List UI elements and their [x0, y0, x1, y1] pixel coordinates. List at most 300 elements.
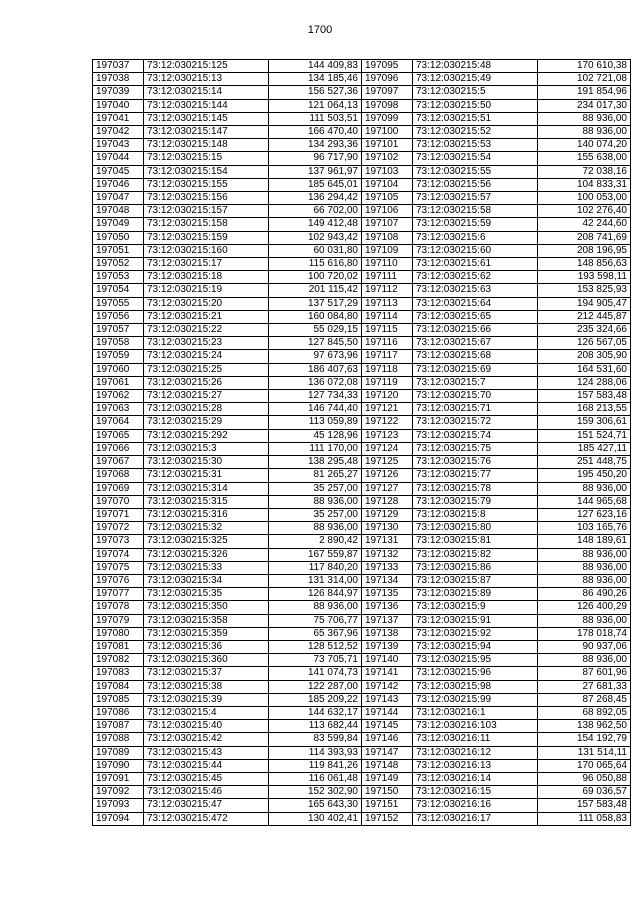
cadastral-number-cell: 73:12:030215:71 [413, 403, 538, 416]
table-row [362, 759, 631, 772]
table-row [362, 416, 631, 429]
cadastral-number-cell: 73:12:030215:154 [144, 165, 269, 178]
amount-cell: 87 601,96 [538, 667, 631, 680]
row-number-cell: 197047 [93, 192, 144, 205]
table-row [362, 733, 631, 746]
row-number-cell: 197129 [362, 508, 413, 521]
row-number-cell: 197052 [93, 258, 144, 271]
cadastral-number-cell: 73:12:030215:145 [144, 112, 269, 125]
table-row [362, 495, 631, 508]
cadastral-number-cell: 73:12:030215:58 [413, 205, 538, 218]
table-row [362, 205, 631, 218]
table-row [93, 654, 362, 667]
cadastral-number-cell: 73:12:030215:66 [413, 324, 538, 337]
amount-cell: 100 053,00 [538, 192, 631, 205]
cadastral-number-cell: 73:12:030215:325 [144, 535, 269, 548]
amount-cell: 186 407,63 [269, 363, 362, 376]
amount-cell: 126 844,97 [269, 588, 362, 601]
row-number-cell: 197088 [93, 733, 144, 746]
table-row [362, 601, 631, 614]
table-row [362, 390, 631, 403]
amount-cell: 75 706,77 [269, 614, 362, 627]
amount-cell: 154 192,79 [538, 733, 631, 746]
row-number-cell: 197049 [93, 218, 144, 231]
row-number-cell: 197121 [362, 403, 413, 416]
table-row [93, 258, 362, 271]
row-number-cell: 197048 [93, 205, 144, 218]
cadastral-number-cell: 73:12:030215:60 [413, 244, 538, 257]
row-number-cell: 197069 [93, 482, 144, 495]
cadastral-number-cell: 73:12:030215:65 [413, 310, 538, 323]
row-number-cell: 197099 [362, 112, 413, 125]
table-row [93, 165, 362, 178]
cadastral-number-cell: 73:12:030215:91 [413, 614, 538, 627]
amount-cell: 96 717,90 [269, 152, 362, 165]
amount-cell: 117 840,20 [269, 561, 362, 574]
table-row [362, 139, 631, 152]
row-number-cell: 197073 [93, 535, 144, 548]
amount-cell: 185 427,11 [538, 442, 631, 455]
cadastral-number-cell: 73:12:030215:80 [413, 522, 538, 535]
table-row [93, 126, 362, 139]
cadastral-number-cell: 73:12:030215:43 [144, 746, 269, 759]
row-number-cell: 197108 [362, 231, 413, 244]
cadastral-number-cell: 73:12:030215:316 [144, 508, 269, 521]
table-row [362, 786, 631, 799]
table-row [93, 746, 362, 759]
row-number-cell: 197110 [362, 258, 413, 271]
amount-cell: 165 643,30 [269, 799, 362, 812]
amount-cell: 111 503,51 [269, 112, 362, 125]
row-number-cell: 197045 [93, 165, 144, 178]
amount-cell: 136 072,08 [269, 376, 362, 389]
amount-cell: 127 623,16 [538, 508, 631, 521]
row-number-cell: 197116 [362, 337, 413, 350]
table-row [93, 522, 362, 535]
cadastral-number-cell: 73:12:030215:37 [144, 667, 269, 680]
table-row [362, 350, 631, 363]
amount-cell: 116 061,48 [269, 772, 362, 785]
amount-cell: 87 268,45 [538, 693, 631, 706]
cadastral-number-cell: 73:12:030215:326 [144, 548, 269, 561]
table-row [362, 86, 631, 99]
cadastral-number-cell: 73:12:030215:92 [413, 627, 538, 640]
row-number-cell: 197064 [93, 416, 144, 429]
table-row [93, 139, 362, 152]
table-row [93, 271, 362, 284]
amount-cell: 88 936,00 [538, 574, 631, 587]
row-number-cell: 197066 [93, 442, 144, 455]
row-number-cell: 197095 [362, 60, 413, 73]
cadastral-number-cell: 73:12:030215:46 [144, 786, 269, 799]
cadastral-number-cell: 73:12:030215:292 [144, 429, 269, 442]
row-number-cell: 197139 [362, 640, 413, 653]
amount-cell: 126 400,29 [538, 601, 631, 614]
row-number-cell: 197097 [362, 86, 413, 99]
table-row [362, 376, 631, 389]
cadastral-number-cell: 73:12:030215:27 [144, 390, 269, 403]
amount-cell: 208 196,95 [538, 244, 631, 257]
row-number-cell: 197125 [362, 456, 413, 469]
amount-cell: 113 059,89 [269, 416, 362, 429]
amount-cell: 86 490,26 [538, 588, 631, 601]
cadastral-number-cell: 73:12:030215:18 [144, 271, 269, 284]
amount-cell: 185 209,22 [269, 693, 362, 706]
amount-cell: 149 412,48 [269, 218, 362, 231]
table-row [362, 561, 631, 574]
row-number-cell: 197043 [93, 139, 144, 152]
table-row [93, 786, 362, 799]
row-number-cell: 197111 [362, 271, 413, 284]
row-number-cell: 197080 [93, 627, 144, 640]
row-number-cell: 197117 [362, 350, 413, 363]
amount-cell: 193 598,11 [538, 271, 631, 284]
amount-cell: 194 905,47 [538, 297, 631, 310]
row-number-cell: 197140 [362, 654, 413, 667]
cadastral-number-cell: 73:12:030215:55 [413, 165, 538, 178]
cadastral-number-cell: 73:12:030215:31 [144, 469, 269, 482]
amount-cell: 66 702,00 [269, 205, 362, 218]
cadastral-number-cell: 73:12:030215:147 [144, 126, 269, 139]
row-number-cell: 197090 [93, 759, 144, 772]
row-number-cell: 197067 [93, 456, 144, 469]
table-row [93, 456, 362, 469]
cadastral-number-cell: 73:12:030215:144 [144, 99, 269, 112]
cadastral-number-cell: 73:12:030215:314 [144, 482, 269, 495]
row-number-cell: 197147 [362, 746, 413, 759]
table-row [362, 192, 631, 205]
amount-cell: 100 720,02 [269, 271, 362, 284]
row-number-cell: 197098 [362, 99, 413, 112]
row-number-cell: 197050 [93, 231, 144, 244]
row-number-cell: 197092 [93, 786, 144, 799]
amount-cell: 65 367,96 [269, 627, 362, 640]
row-number-cell: 197094 [93, 812, 144, 825]
amount-cell: 127 845,50 [269, 337, 362, 350]
row-number-cell: 197138 [362, 627, 413, 640]
cadastral-number-cell: 73:12:030216:1 [413, 706, 538, 719]
cadastral-number-cell: 73:12:030215:21 [144, 310, 269, 323]
amount-cell: 185 645,01 [269, 178, 362, 191]
cadastral-number-cell: 73:12:030215:125 [144, 60, 269, 73]
row-number-cell: 197102 [362, 152, 413, 165]
cadastral-number-cell: 73:12:030215:13 [144, 73, 269, 86]
amount-cell: 55 029,15 [269, 324, 362, 337]
cadastral-number-cell: 73:12:030215:40 [144, 720, 269, 733]
amount-cell: 96 050,88 [538, 772, 631, 785]
amount-cell: 234 017,30 [538, 99, 631, 112]
amount-cell: 155 638,00 [538, 152, 631, 165]
table-row [362, 218, 631, 231]
table-row [93, 73, 362, 86]
amount-cell: 178 018,74 [538, 627, 631, 640]
amount-cell: 157 583,48 [538, 390, 631, 403]
cadastral-number-cell: 73:12:030215:96 [413, 667, 538, 680]
table-row [362, 165, 631, 178]
amount-cell: 208 305,90 [538, 350, 631, 363]
cadastral-number-cell: 73:12:030215:95 [413, 654, 538, 667]
row-number-cell: 197122 [362, 416, 413, 429]
cadastral-number-cell: 73:12:030215:360 [144, 654, 269, 667]
cadastral-number-cell: 73:12:030215:160 [144, 244, 269, 257]
row-number-cell: 197087 [93, 720, 144, 733]
table-row [362, 310, 631, 323]
table-row [362, 508, 631, 521]
cadastral-number-cell: 73:12:030215:98 [413, 680, 538, 693]
cadastral-number-cell: 73:12:030215:70 [413, 390, 538, 403]
table-row [93, 588, 362, 601]
amount-cell: 88 936,00 [538, 112, 631, 125]
row-number-cell: 197137 [362, 614, 413, 627]
row-number-cell: 197134 [362, 574, 413, 587]
cadastral-number-cell: 73:12:030215:81 [413, 535, 538, 548]
row-number-cell: 197070 [93, 495, 144, 508]
row-number-cell: 197124 [362, 442, 413, 455]
row-number-cell: 197103 [362, 165, 413, 178]
table-row [93, 429, 362, 442]
cadastral-number-cell: 73:12:030215:8 [413, 508, 538, 521]
table-row [93, 152, 362, 165]
table-row [362, 654, 631, 667]
table-row [93, 693, 362, 706]
table-row [362, 522, 631, 535]
cadastral-number-cell: 73:12:030215:45 [144, 772, 269, 785]
cadastral-number-cell: 73:12:030215:63 [413, 284, 538, 297]
amount-cell: 212 445,87 [538, 310, 631, 323]
amount-cell: 136 294,42 [269, 192, 362, 205]
row-number-cell: 197046 [93, 178, 144, 191]
table-row [362, 720, 631, 733]
row-number-cell: 197068 [93, 469, 144, 482]
amount-cell: 111 170,00 [269, 442, 362, 455]
row-number-cell: 197075 [93, 561, 144, 574]
table-row [93, 390, 362, 403]
row-number-cell: 197130 [362, 522, 413, 535]
row-number-cell: 197054 [93, 284, 144, 297]
row-number-cell: 197096 [362, 73, 413, 86]
amount-cell: 251 448,75 [538, 456, 631, 469]
row-number-cell: 197093 [93, 799, 144, 812]
row-number-cell: 197133 [362, 561, 413, 574]
table-row [93, 310, 362, 323]
cadastral-number-cell: 73:12:030215:36 [144, 640, 269, 653]
cadastral-number-cell: 73:12:030215:62 [413, 271, 538, 284]
table-row [362, 588, 631, 601]
cadastral-number-cell: 73:12:030216:14 [413, 772, 538, 785]
table-row [362, 614, 631, 627]
table-row [362, 271, 631, 284]
amount-cell: 111 058,83 [538, 812, 631, 825]
table-row [362, 667, 631, 680]
amount-cell: 148 856,63 [538, 258, 631, 271]
row-number-cell: 197085 [93, 693, 144, 706]
row-number-cell: 197119 [362, 376, 413, 389]
amount-cell: 160 084,80 [269, 310, 362, 323]
cadastral-number-cell: 73:12:030215:99 [413, 693, 538, 706]
cadastral-number-cell: 73:12:030215:148 [144, 139, 269, 152]
row-number-cell: 197062 [93, 390, 144, 403]
cadastral-number-cell: 73:12:030215:53 [413, 139, 538, 152]
amount-cell: 68 892,05 [538, 706, 631, 719]
cadastral-number-cell: 73:12:030215:52 [413, 126, 538, 139]
row-number-cell: 197104 [362, 178, 413, 191]
row-number-cell: 197128 [362, 495, 413, 508]
table-row [362, 297, 631, 310]
amount-cell: 103 165,76 [538, 522, 631, 535]
row-number-cell: 197089 [93, 746, 144, 759]
cadastral-number-cell: 73:12:030215:39 [144, 693, 269, 706]
cadastral-number-cell: 73:12:030215:19 [144, 284, 269, 297]
amount-cell: 88 936,00 [538, 126, 631, 139]
cadastral-number-cell: 73:12:030215:89 [413, 588, 538, 601]
table-row [362, 442, 631, 455]
row-number-cell: 197146 [362, 733, 413, 746]
amount-cell: 130 402,41 [269, 812, 362, 825]
row-number-cell: 197039 [93, 86, 144, 99]
cadastral-number-cell: 73:12:030215:156 [144, 192, 269, 205]
cadastral-number-cell: 73:12:030215:29 [144, 416, 269, 429]
cadastral-number-cell: 73:12:030216:15 [413, 786, 538, 799]
row-number-cell: 197051 [93, 244, 144, 257]
table-row [93, 627, 362, 640]
cadastral-number-cell: 73:12:030215:51 [413, 112, 538, 125]
amount-cell: 88 936,00 [269, 601, 362, 614]
cadastral-number-cell: 73:12:030215:68 [413, 350, 538, 363]
table-row [93, 548, 362, 561]
table-row [93, 574, 362, 587]
cadastral-number-cell: 73:12:030215:26 [144, 376, 269, 389]
cadastral-number-cell: 73:12:030215:157 [144, 205, 269, 218]
amount-cell: 35 257,00 [269, 482, 362, 495]
cadastral-number-cell: 73:12:030215:6 [413, 231, 538, 244]
amount-cell: 42 244,60 [538, 218, 631, 231]
table-row [362, 469, 631, 482]
cadastral-number-cell: 73:12:030216:13 [413, 759, 538, 772]
amount-cell: 88 936,00 [269, 495, 362, 508]
table-row [93, 231, 362, 244]
table-row [93, 99, 362, 112]
amount-cell: 2 890,42 [269, 535, 362, 548]
row-number-cell: 197100 [362, 126, 413, 139]
amount-cell: 88 936,00 [538, 561, 631, 574]
amount-cell: 126 567,05 [538, 337, 631, 350]
cadastral-number-cell: 73:12:030215:315 [144, 495, 269, 508]
row-number-cell: 197040 [93, 99, 144, 112]
cadastral-number-cell: 73:12:030215:59 [413, 218, 538, 231]
table-row [362, 574, 631, 587]
table-row [93, 667, 362, 680]
table-row [362, 244, 631, 257]
table-row [362, 456, 631, 469]
table-row [93, 759, 362, 772]
table-row [362, 363, 631, 376]
table-row [362, 337, 631, 350]
amount-cell: 73 705,71 [269, 654, 362, 667]
cadastral-number-cell: 73:12:030215:56 [413, 178, 538, 191]
table-row [93, 112, 362, 125]
left-table [92, 59, 362, 826]
row-number-cell: 197141 [362, 667, 413, 680]
table-row [93, 376, 362, 389]
row-number-cell: 197152 [362, 812, 413, 825]
cadastral-number-cell: 73:12:030215:78 [413, 482, 538, 495]
table-row [362, 812, 631, 825]
cadastral-number-cell: 73:12:030215:359 [144, 627, 269, 640]
cadastral-number-cell: 73:12:030215:158 [144, 218, 269, 231]
row-number-cell: 197143 [362, 693, 413, 706]
row-number-cell: 197079 [93, 614, 144, 627]
table-row [362, 258, 631, 271]
table-row [93, 86, 362, 99]
cadastral-number-cell: 73:12:030215:28 [144, 403, 269, 416]
cadastral-number-cell: 73:12:030215:7 [413, 376, 538, 389]
table-row [93, 350, 362, 363]
row-number-cell: 197136 [362, 601, 413, 614]
cadastral-number-cell: 73:12:030215:20 [144, 297, 269, 310]
amount-cell: 81 265,27 [269, 469, 362, 482]
amount-cell: 137 517,29 [269, 297, 362, 310]
table-row [93, 614, 362, 627]
table-row [362, 403, 631, 416]
amount-cell: 83 599,84 [269, 733, 362, 746]
amount-cell: 90 937,06 [538, 640, 631, 653]
table-row [362, 746, 631, 759]
row-number-cell: 197074 [93, 548, 144, 561]
cadastral-number-cell: 73:12:030215:49 [413, 73, 538, 86]
cadastral-number-cell: 73:12:030215:87 [413, 574, 538, 587]
row-number-cell: 197091 [93, 772, 144, 785]
row-number-cell: 197072 [93, 522, 144, 535]
table-row [93, 192, 362, 205]
table-row [362, 680, 631, 693]
table-row [362, 799, 631, 812]
row-number-cell: 197145 [362, 720, 413, 733]
amount-cell: 27 681,33 [538, 680, 631, 693]
table-row [93, 442, 362, 455]
table-row [93, 244, 362, 257]
amount-cell: 60 031,80 [269, 244, 362, 257]
amount-cell: 156 527,36 [269, 86, 362, 99]
row-number-cell: 197063 [93, 403, 144, 416]
row-number-cell: 197060 [93, 363, 144, 376]
table-row [93, 772, 362, 785]
row-number-cell: 197041 [93, 112, 144, 125]
amount-cell: 124 288,06 [538, 376, 631, 389]
amount-cell: 195 450,20 [538, 469, 631, 482]
table-row [93, 218, 362, 231]
table-row [362, 772, 631, 785]
cadastral-number-cell: 73:12:030215:5 [413, 86, 538, 99]
cadastral-number-cell: 73:12:030215:33 [144, 561, 269, 574]
table-row [93, 205, 362, 218]
cadastral-number-cell: 73:12:030215:86 [413, 561, 538, 574]
amount-cell: 138 295,48 [269, 456, 362, 469]
amount-cell: 159 306,61 [538, 416, 631, 429]
table-row [93, 812, 362, 825]
cadastral-number-cell: 73:12:030215:76 [413, 456, 538, 469]
cadastral-number-cell: 73:12:030215:9 [413, 601, 538, 614]
amount-cell: 144 409,83 [269, 60, 362, 73]
row-number-cell: 197107 [362, 218, 413, 231]
cadastral-number-cell: 73:12:030215:23 [144, 337, 269, 350]
amount-cell: 235 324,66 [538, 324, 631, 337]
amount-cell: 164 531,60 [538, 363, 631, 376]
amount-cell: 167 559,87 [269, 548, 362, 561]
row-number-cell: 197144 [362, 706, 413, 719]
table-row [93, 799, 362, 812]
cadastral-number-cell: 73:12:030215:64 [413, 297, 538, 310]
row-number-cell: 197126 [362, 469, 413, 482]
